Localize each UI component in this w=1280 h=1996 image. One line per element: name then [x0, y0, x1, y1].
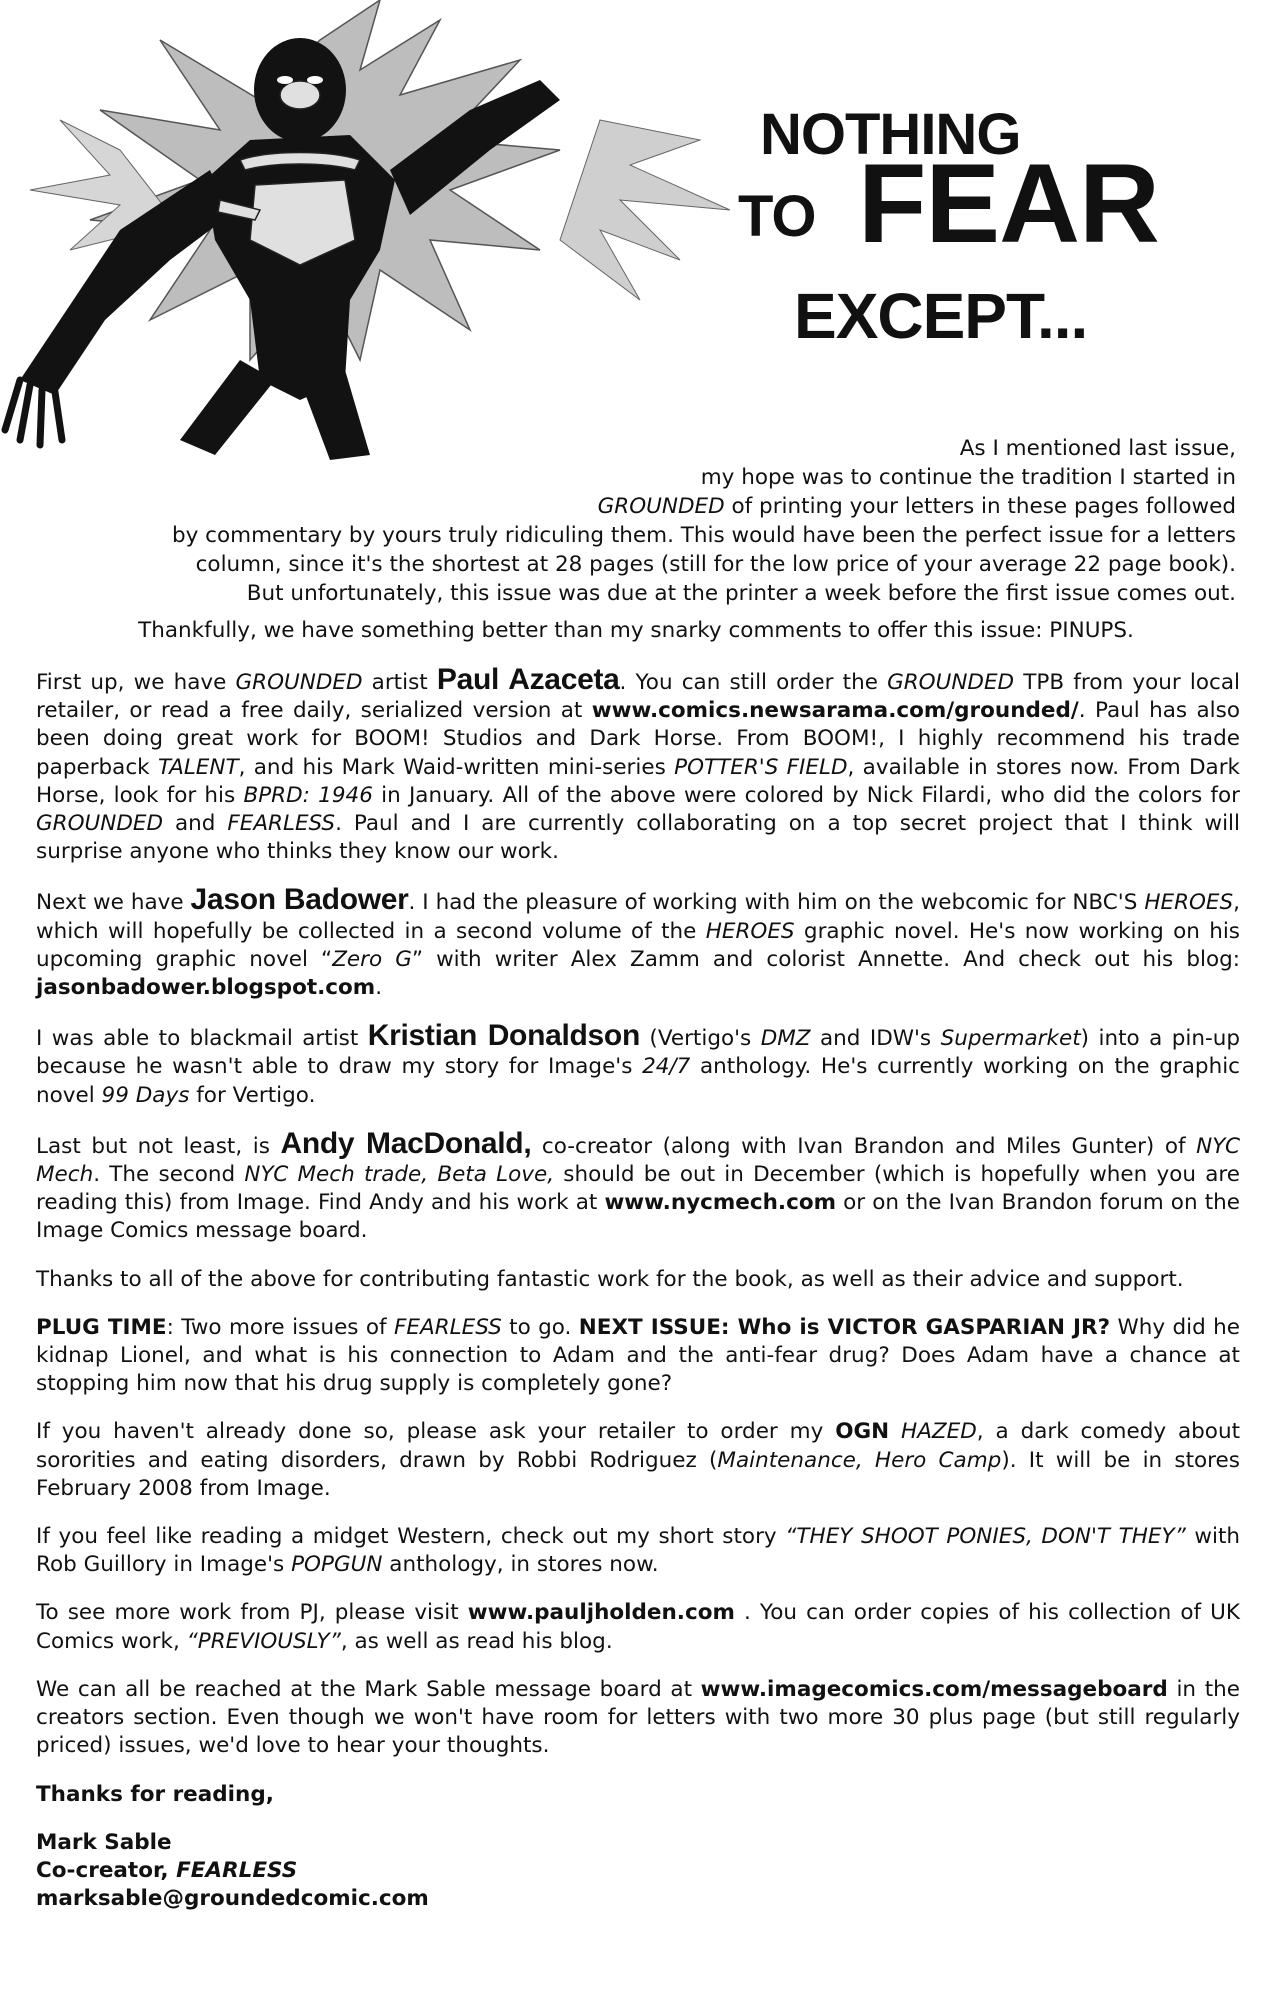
- paragraph-plug: PLUG TIME: Two more issues of FEARLESS to go. NEXT ISSUE: Who is VICTOR GASPARIAN JR? Why did he kidnap Lionel, and what is his connection to Adam and the anti-fear drug? Does Adam have a chance at stopping him now that his drug supply is completely gone?: [36, 1314, 1241, 1397]
- intro-line: my hope was to continue the tradition I started in: [700, 465, 1236, 490]
- intro-line: GROUNDED of printing your letters in these pages followed: [597, 494, 1236, 519]
- headline-line-nothing: NOTHING: [760, 102, 1021, 167]
- paragraph-thanks: Thanks to all of the above for contributing fantastic work for the book, as well as their advice and support.: [36, 1266, 1184, 1292]
- paragraph-hazed: If you haven't already done so, please ask your retailer to order my OGN HAZED, a dark comedy about sororities and eating disorders, drawn by Robbi Rodriguez (Maintenance, Hero Camp). It will be in stores February 2008 from Image.: [36, 1419, 1240, 1501]
- intro-pinups-line: Thankfully, we have something better than my snarky comments to offer this issue: PINUPS.: [138, 618, 1134, 643]
- signature-email[interactable]: marksable@groundedcomic.com: [36, 1886, 429, 1912]
- signature-name: Mark Sable: [36, 1829, 172, 1855]
- intro-line: As I mentioned last issue,: [959, 436, 1236, 461]
- messageboard-link[interactable]: www.imagecomics.com/messageboard: [700, 1676, 1168, 1702]
- paragraph-macdonald: Last but not least, is Andy MacDonald, co-creator (along with Ivan Brandon and Miles Gunter) of NYC Mech. The second NYC Mech trade, Beta Love, should be out in December (which is hopefully when you are reading this) from Image. Find Andy and his work at www.nycmech.com or on the Ivan Brandon forum on the Image Comics message board.: [36, 1126, 1240, 1244]
- artist-name: Paul Azaceta: [436, 663, 620, 696]
- headline-line-to: TO: [738, 184, 816, 249]
- headline-line-except: EXCEPT...: [794, 280, 1088, 352]
- artist-name: Jason Badower: [190, 883, 409, 917]
- signature-role: Co-creator, FEARLESS: [36, 1857, 298, 1883]
- paragraph-messageboard: We can all be reached at the Mark Sable message board at www.imagecomics.com/messageboard in the creators section. Even though we won't have room for letters with two more 30 plus page (but still regularly priced) issues, we'd love to hear your thoughts.: [36, 1676, 1240, 1759]
- badower-blog-link[interactable]: jasonbadower.blogspot.com: [36, 975, 376, 1001]
- artist-name: Kristian Donaldson: [367, 1019, 640, 1053]
- title-grounded: GROUNDED: [597, 494, 725, 519]
- signature-block: [36, 1829, 1240, 1914]
- paragraph-donaldson: I was able to blackmail artist Kristian Donaldson (Vertigo's DMZ and IDW's Supermarket) into a pin-up because he wasn't able to draw my story for Image's 24/7 anthology. He's currently working on the graphic novel 99 Days for Vertigo.: [36, 1019, 1240, 1108]
- paragraph-azaceta: First up, we have GROUNDED artist Paul Azaceta. You can still order the GROUNDED TPB from your local retailer, or read a free daily, serialized version at www.comics.newsarama.com/grounded/. Paul has also been doing great work for BOOM! Studios and Dark Horse. From BOOM!, I highly recommend his trade paperback TALENT, and his Mark Waid-written mini-series POTTER'S FIELD, available in stores now. From Dark Horse, look for his BPRD: 1946 in January. All of the above were colored by Nick Filardi, who did the colors for GROUNDED and FEARLESS. Paul and I are currently collaborating on a top secret project that I think will surprise anyone who thinks they know our work.: [36, 663, 1241, 865]
- intro-line: But unfortunately, this issue was due at the printer a week before the first issue comes out.: [246, 581, 1236, 606]
- paragraph-pj: To see more work from PJ, please visit www.pauljholden.com . You can order copies of his collection of UK Comics work, “PREVIOUSLY”, as well as read his blog.: [36, 1600, 1240, 1654]
- intro-line: column, since it's the shortest at 28 pages (still for the low price of your average 22 page book).: [195, 552, 1236, 577]
- pauljholden-link[interactable]: www.pauljholden.com: [467, 1600, 735, 1626]
- masked-figure-burst-illustration: [0, 0, 740, 470]
- intro-line: by commentary by yours truly ridiculing them. This would have been the perfect issue for a letters: [171, 523, 1236, 548]
- paragraph-ponies: If you feel like reading a midget Western, check out my short story “THEY SHOOT PONIES, DON'T THEY” with Rob Guillory in Image's POPGUN anthology, in stores now.: [36, 1524, 1240, 1578]
- intro-text: [36, 434, 1236, 645]
- splatter-right: [560, 120, 730, 300]
- paragraph-badower: Next we have Jason Badower. I had the pleasure of working with him on the webcomic for NBC'S HEROES, which will hopefully be collected in a second volume of the HEROES graphic novel. He's now working on his upcoming graphic novel “Zero G” with writer Alex Zamm and colorist Annette. And check out his blog: jasonbadower.blogspot.com.: [36, 883, 1241, 1001]
- headline-line-fear: FEAR: [858, 141, 1159, 266]
- closing-line: Thanks for reading,: [36, 1781, 274, 1807]
- nycmech-link[interactable]: www.nycmech.com: [604, 1190, 837, 1216]
- article-body: [36, 663, 1241, 1913]
- newsarama-link[interactable]: www.comics.newsarama.com/grounded/: [591, 698, 1079, 724]
- artist-name: Andy MacDonald,: [280, 1126, 532, 1160]
